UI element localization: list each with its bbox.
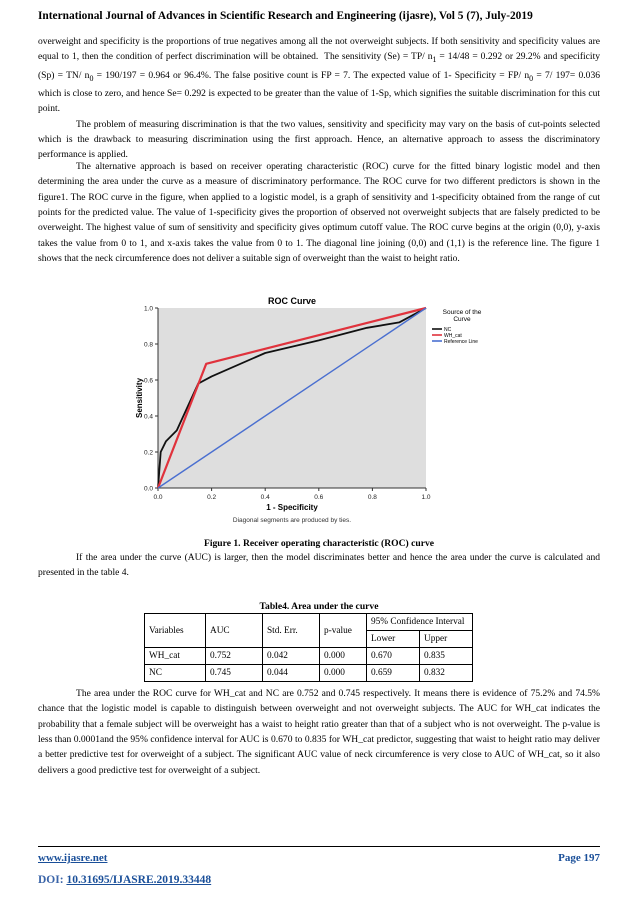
cell-auc: 0.745 (206, 665, 263, 682)
cell-lower: 0.659 (367, 665, 420, 682)
figure-caption: Figure 1. Receiver operating characteristic (ROC) curve (203, 538, 435, 549)
legend-label: WH_cat (444, 333, 462, 339)
table-header-row (145, 614, 473, 631)
cell-upper: 0.835 (420, 648, 473, 665)
cell-std-err: 0.044 (263, 665, 320, 682)
x-tick-label: 1.0 (421, 494, 431, 501)
legend-label: Reference Line (444, 339, 478, 345)
y-tick-label: 0.2 (143, 449, 153, 457)
y-tick-label: 0.4 (143, 413, 153, 421)
cell-auc: 0.752 (206, 648, 263, 665)
paragraph-auc-intro (38, 550, 600, 581)
legend-title-line: Source of the (442, 309, 482, 316)
paragraph-problem: The problem of measuring discrimination is that the two values, sensitivity and specificity may vary on the basis of cut-points selected which is the drawback to measuring discrimination using the first approach. Hence, an alternative approach to assess the discriminatory performance is applied. (38, 118, 600, 161)
roc-chart (135, 296, 512, 526)
cell-std-err: 0.042 (263, 648, 320, 665)
cell-p-value: 0.000 (320, 665, 367, 682)
legend-label: NC (444, 327, 452, 333)
header-auc: AUC (206, 614, 263, 648)
cell-variable: NC (145, 665, 206, 682)
cell-upper: 0.832 (420, 665, 473, 682)
paragraph-sensitivity (38, 34, 600, 163)
header-p-value: p-value (320, 614, 367, 648)
y-axis-label: Sensitivity (135, 377, 144, 419)
doi-label: DOI: (38, 874, 64, 886)
doi-line (38, 874, 211, 886)
paragraph-text: The area under the ROC curve for WH_cat and NC are 0.752 and 0.745 respectively. It means there is evidence of 75.2% and 74.5% chance that the logistic model is capable to distinguish between overweight and not overweight subjects. The AUC for WH_cat indicates the probability that a female subject will be overweight has a waist to height ratio greater than that of a subject who is not overweight. The p-value is less than 0.0001and the 95% confidence interval for AUC is 0.670 to 0.835 for WH_cat predictor, suggesting that waist to height ratio may deliver a better predictive test for overweight of a subject. The significant AUC value of neck circumference is very close to AUC of WH_cat, so it also delivers a good predictive test for overweight of a subject. (38, 688, 600, 776)
x-axis-label: 1 - Specificity (266, 503, 318, 512)
header-upper: Upper (420, 631, 473, 648)
header-lower: Lower (367, 631, 420, 648)
paragraph-roc-approach (38, 159, 600, 266)
cell-lower: 0.670 (367, 648, 420, 665)
header-std-err: Std. Err. (263, 614, 320, 648)
x-tick-label: 0.6 (314, 494, 324, 501)
x-tick-label: 0.0 (153, 494, 163, 501)
table-row (145, 648, 473, 665)
cell-variable: WH_cat (145, 648, 206, 665)
table-row (145, 665, 473, 682)
footer-divider (38, 846, 600, 847)
x-tick-label: 0.8 (367, 494, 377, 501)
x-tick-label: 0.2 (207, 494, 217, 501)
y-tick-label: 1.0 (143, 305, 153, 313)
journal-header: International Journal of Advances in Scientific Research and Engineering (ijasre), Vol 5 (7), July-2019 (38, 10, 533, 22)
header-variables: Variables (145, 614, 206, 648)
paragraph-text: If the area under the curve (AUC) is larger, then the model discriminates better and hence the area under the curve is calculated and presented in the table 4. (38, 552, 600, 579)
journal-website-link[interactable]: www.ijasre.net (38, 852, 108, 864)
legend-title-line: Curve (453, 316, 471, 323)
y-tick-label: 0.6 (143, 377, 153, 385)
header-confidence-interval: 95% Confidence Interval (367, 614, 473, 631)
paragraph-text: The alternative approach is based on receiver operating characteristic (ROC) curve for the fitted binary logistic model and then determining the area under the curve as a measure of discriminatory performance. The ROC curve for two different predictors is shown in the figure1. The ROC curve in the figure, when applied to a logistic model, is a graph of sensitivity and 1-specificity obtained from the range of cut points for the predicted value. The value of 1-specificity gives the proportion of observed not overweight subjects that are falsely predicted to be overweight. The highest value of sum of sensitivity and specificity gives optimum cutoff value. The ROC curve begins at the origin (0,0), y-axis takes the value from 0 to 1, and x-axis takes the value from 0 to 1. The diagonal line joining (0,0) and (1,1) is the reference line. The figure 1 shows that the neck circumference does not deliver a suitable sign of overweight than the waist to height ratio. (38, 161, 600, 265)
doi-link[interactable]: 10.31695/IJASRE.2019.33448 (66, 874, 212, 886)
x-tick-label: 0.4 (260, 494, 270, 501)
chart-footnote: Diagonal segments are produced by ties. (232, 517, 352, 524)
paragraph-auc-discussion (38, 686, 600, 778)
y-tick-label: 0.0 (143, 485, 153, 493)
table-caption: Table4. Area under the curve (259, 601, 379, 612)
chart-title: ROC Curve (267, 296, 317, 306)
page-number: Page 197 (558, 852, 600, 864)
cell-p-value: 0.000 (320, 648, 367, 665)
auc-table (144, 613, 473, 682)
y-tick-label: 0.8 (143, 341, 153, 349)
paragraph-text: overweight and specificity is the proportions of true negatives among all the not overweight subjects. If both sensitivity and specificity values are equal to 1, then the condition of perfect discrimination will be obtained. The sensitivity (Se) = TP/ $n_1 = 14/48 = 0.292$ or 29.2% and specificity (Sp) = TN/ $n_0 = 190/197 = 0.964$ or 96.4%. The false positive count is FP = 7. The expected value of 1- Specificity = FP/ $n_0 = 7/$ 197= 0.036 which is close to zero, and hence Se= 0.292 is expected to be greater than the value of 1-Sp, which signifies the suitable discrimination for this cut point. (38, 36, 600, 115)
roc-figure (135, 296, 512, 526)
